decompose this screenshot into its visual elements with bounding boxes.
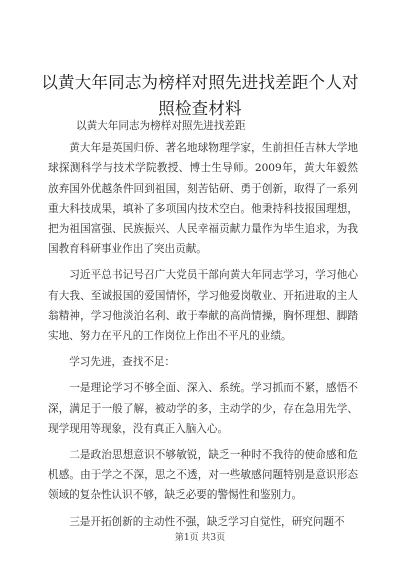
- paragraph-call-to-learn: 习近平总书记号召广大党员干部向黄大年同志学习，学习他心有大我、至诚报国的爱国情怀，学习他爱岗敬业、开拓进取的主人翁精神，学习他淡泊名利、敢于奉献的高尚情操，胸怀理想、脚踏实地、努力在平凡的工作岗位上作出不平凡的业绩。: [48, 269, 358, 343]
- page-footer: 第1页 共3页: [174, 533, 226, 543]
- paragraph-find-gaps: 学习先进，查找不足：: [69, 356, 176, 369]
- document-title: 以黄大年同志为榜样对照先进找差距个人对照检查材料: [41, 73, 359, 118]
- paragraph-point-one: 一是理论学习不够全面、深入、系统。学习抓而不紧，感悟不深，满足于一般了解，被动学的多，主动学的少，存在急用先学、现学现用等现象，没有真正入脑入心。: [48, 382, 358, 435]
- paragraph-point-three: 三是开拓创新的主动性不强，缺乏学习自觉性，研究问题不: [69, 515, 345, 528]
- paragraph-intro: 黄大年是英国归侨、著名地球物理学家，生前担任吉林大学地球探测科学与技术学院教授、博士生导师。2009年，黄大年毅然放弃国外优越条件回到祖国，刻苦钻研、勇于创新，取得了一系列重大科技成果，填补了多项国内技术空白。他秉持科技报国理想，把为祖国富强、民族振兴、人民幸福贡献力量作为毕生追求，为我国教育科研事业作出了突出贡献。: [48, 142, 358, 256]
- paragraph-point-two: 二是政治思想意识不够敏锐，缺乏一种时不我待的使命感和危机感。由于学之不深，思之不透，对一些敏感问题特别是意识形态领域的复杂性认识不够，缺乏必要的警惕性和鉴别力。: [48, 449, 358, 502]
- document-body: [48, 116, 358, 538]
- document-subtitle: 以黄大年同志为榜样对照先进找差距: [76, 120, 246, 132]
